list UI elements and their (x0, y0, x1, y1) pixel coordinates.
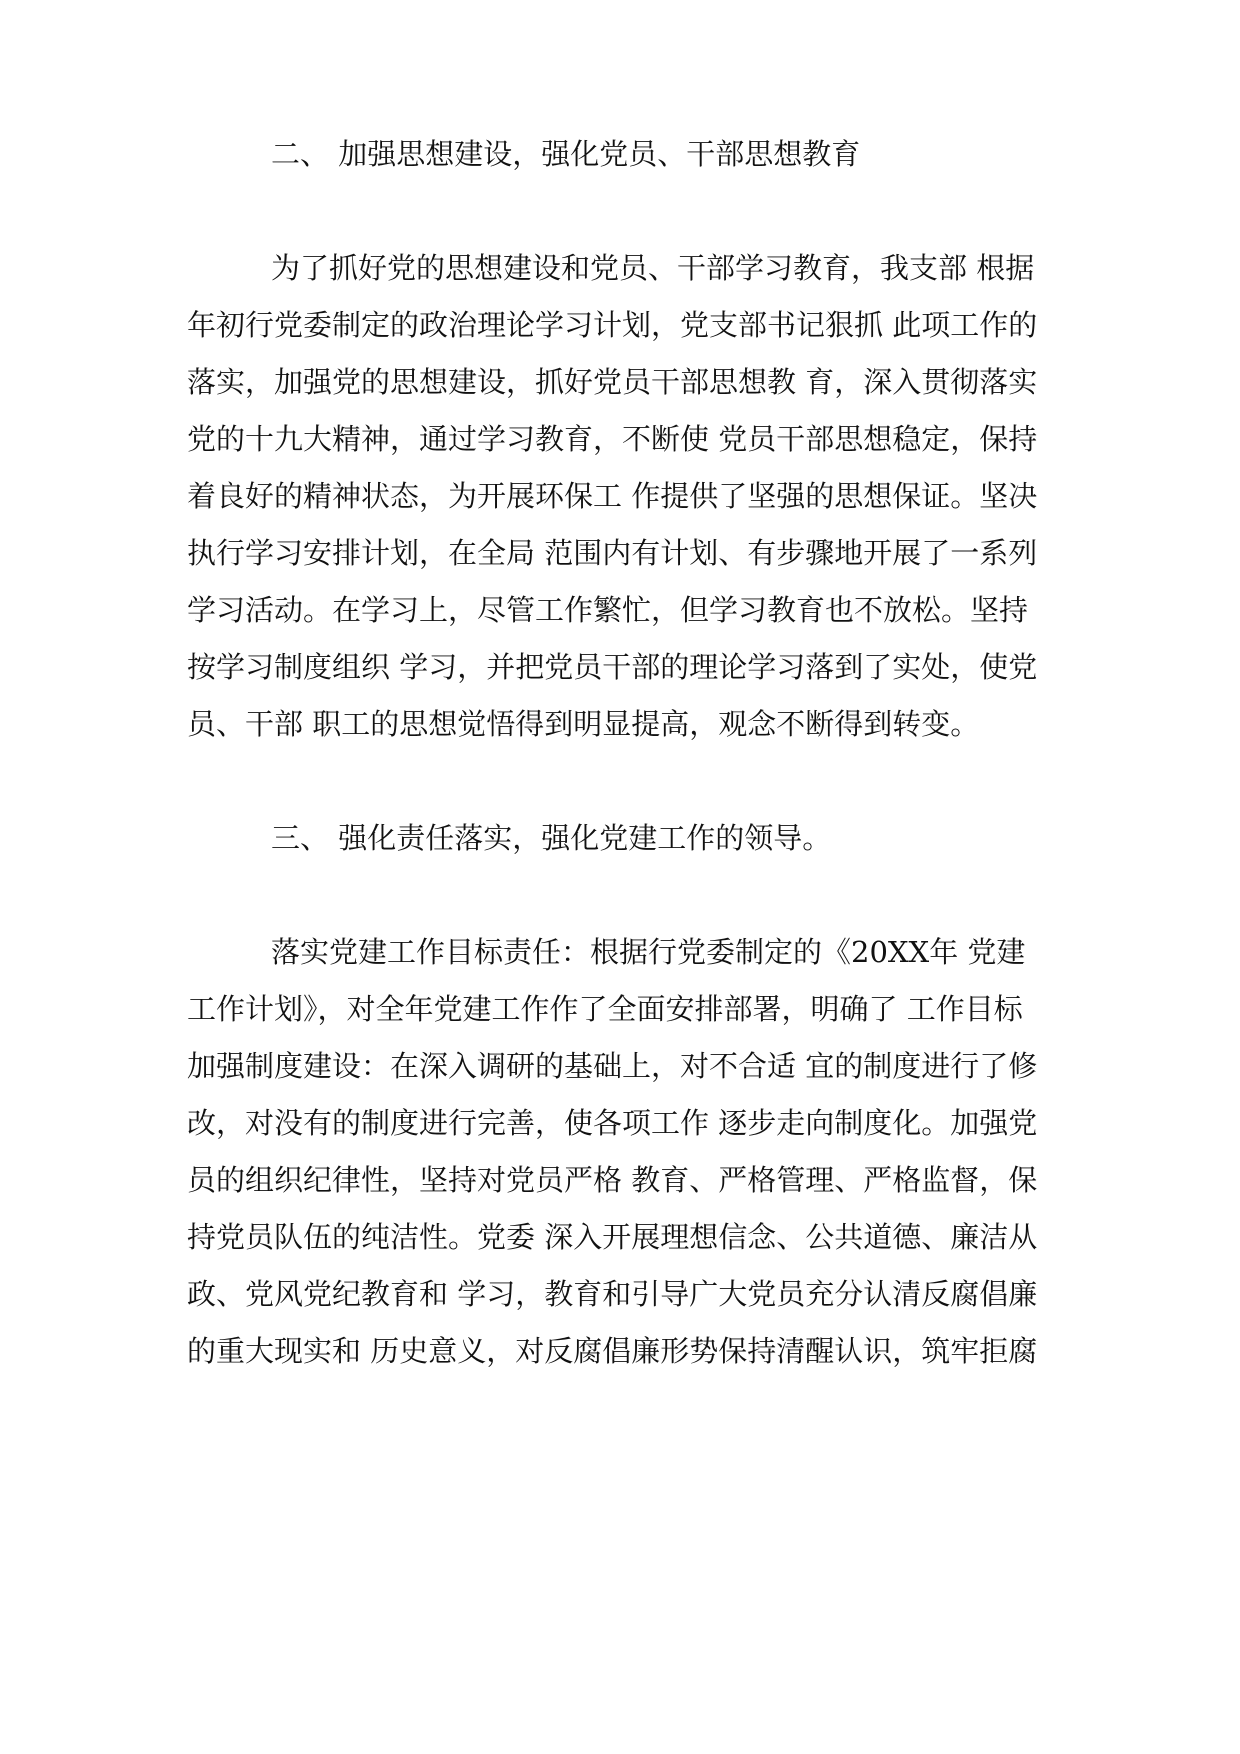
paragraph-line: 政、党风党纪教育和 学习，教育和引导广大党员充分认清反腐倡廉 (187, 1277, 1038, 1311)
paragraph-line: 执行学习安排计划，在全局 范围内有计划、有步骤地开展了一系列 (187, 536, 1038, 570)
paragraph-line: 学习活动。在学习上，尽管工作繁忙，但学习教育也不放松。坚持 (187, 593, 1029, 627)
paragraph-line: 员的组织纪律性，坚持对党员严格 教育、严格管理、严格监督，保 (187, 1163, 1038, 1197)
paragraph-line: 着良好的精神状态，为开展环保工 作提供了坚强的思想保证。坚决 (187, 479, 1038, 513)
paragraph-line: 落实党建工作目标责任：根据行党委制定的《20XX年 党建 (271, 935, 1026, 969)
paragraph-line: 员、干部 职工的思想觉悟得到明显提高，观念不断得到转变。 (187, 707, 980, 741)
paragraph-line: 党的十九大精神，通过学习教育，不断使 党员干部思想稳定，保持 (187, 422, 1038, 456)
paragraph-line: 按学习制度组织 学习，并把党员干部的理论学习落到了实处，使党 (187, 650, 1038, 684)
paragraph-line: 年初行党委制定的政治理论学习计划，党支部书记狠抓 此项工作的 (187, 308, 1038, 342)
paragraph-line: 工作计划》，对全年党建工作作了全面安排部署，明确了 工作目标 (187, 992, 1023, 1026)
paragraph-line: 的重大现实和 历史意义，对反腐倡廉形势保持清醒认识，筑牢拒腐 (187, 1334, 1038, 1368)
section-3-heading: 三、 强化责任落实，强化党建工作的领导。 (271, 821, 832, 855)
section-2-heading: 二、 加强思想建设，强化党员、干部思想教育 (271, 137, 861, 171)
paragraph-line: 改，对没有的制度进行完善，使各项工作 逐步走向制度化。加强党 (187, 1106, 1038, 1140)
paragraph-line: 为了抓好党的思想建设和党员、干部学习教育，我支部 根据 (271, 251, 1035, 285)
paragraph-line: 加强制度建设：在深入调研的基础上，对不合适 宜的制度进行了修 (187, 1049, 1038, 1083)
paragraph-line: 落实，加强党的思想建设，抓好党员干部思想教 育，深入贯彻落实 (187, 365, 1038, 399)
paragraph-line: 持党员队伍的纯洁性。党委 深入开展理想信念、公共道德、廉洁从 (187, 1220, 1038, 1254)
